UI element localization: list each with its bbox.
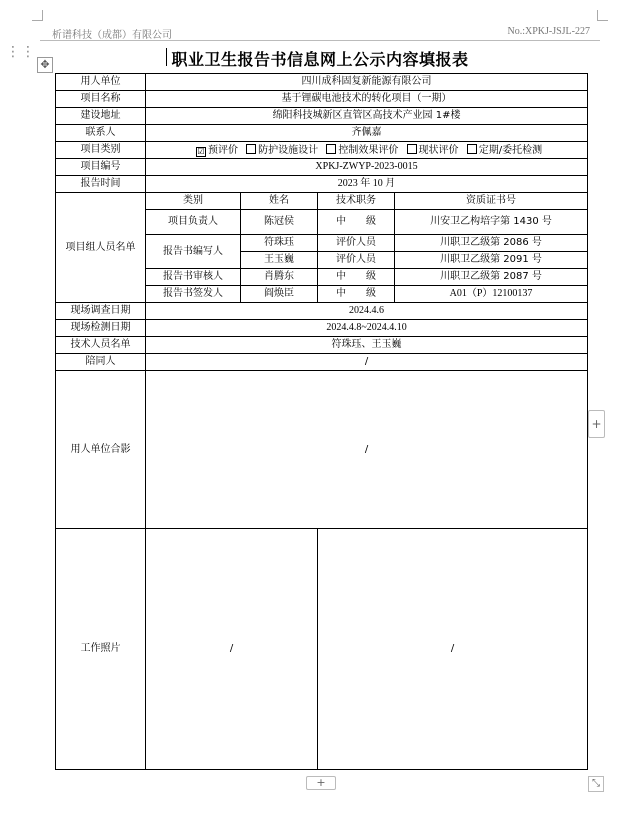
project-name-label: 项目名称 xyxy=(56,91,146,108)
issuer-name[interactable]: 阎焕臣 xyxy=(241,286,318,303)
add-column-icon[interactable]: + xyxy=(588,410,605,438)
crop-mark-top-left xyxy=(32,10,43,21)
address-label: 建设地址 xyxy=(56,108,146,125)
table-row xyxy=(56,74,588,91)
employer-value[interactable]: 四川成科固复新能源有限公司 xyxy=(146,74,588,91)
table-row xyxy=(56,303,588,320)
table-row xyxy=(56,142,588,159)
table-move-icon[interactable]: ✥ xyxy=(37,57,53,73)
team-label: 项目组人员名单 xyxy=(56,193,146,303)
project-name-value[interactable]: 基于锂碳电池技术的转化项目（一期） xyxy=(146,91,588,108)
category-options xyxy=(146,142,588,159)
category-label: 项目类别 xyxy=(56,142,146,159)
option-periodic-testing: 定期/委托检测 xyxy=(478,144,543,156)
accompany-value[interactable]: / xyxy=(146,354,588,371)
writer-name[interactable]: 符珠珏 xyxy=(241,235,318,252)
text-cursor xyxy=(166,48,167,66)
reviewer-name[interactable]: 肖腾东 xyxy=(241,269,318,286)
table-row xyxy=(56,337,588,354)
reviewer-role: 报告书审核人 xyxy=(146,269,241,286)
leader-role: 项目负责人 xyxy=(146,210,241,235)
team-header-role: 类别 xyxy=(146,193,241,210)
work-photo-left[interactable]: / xyxy=(146,529,318,770)
info-table xyxy=(55,73,588,770)
contact-label: 联系人 xyxy=(56,125,146,142)
leader-cert[interactable]: 川安卫乙构培字第 1430 号 xyxy=(395,210,588,235)
test-date-value[interactable]: 2024.4.8~2024.4.10 xyxy=(146,320,588,337)
report-time-label: 报告时间 xyxy=(56,176,146,193)
table-row xyxy=(56,320,588,337)
writers-role: 报告书编写人 xyxy=(146,235,241,269)
work-photos-label: 工作照片 xyxy=(56,529,146,770)
writer-cert[interactable]: 川职卫乙级第 2086 号 xyxy=(395,235,588,252)
group-photo-value[interactable]: / xyxy=(146,371,588,529)
team-header-cert: 资质证书号 xyxy=(395,193,588,210)
tech-staff-label: 技术人员名单 xyxy=(56,337,146,354)
group-photo-label: 用人单位合影 xyxy=(56,371,146,529)
option-pre-evaluation: 预评价 xyxy=(207,144,238,156)
option-protection-design: 防护设施设计 xyxy=(258,144,319,156)
add-row-icon[interactable]: + xyxy=(306,776,336,790)
crop-mark-top-right xyxy=(597,10,608,21)
reviewer-title[interactable]: 中 级 xyxy=(318,269,395,286)
project-no-label: 项目编号 xyxy=(56,159,146,176)
writer-name[interactable]: 王玉巍 xyxy=(241,252,318,269)
leader-name[interactable]: 陈冠侯 xyxy=(241,210,318,235)
project-no-value[interactable]: XPKJ-ZWYP-2023-0015 xyxy=(146,159,588,176)
writer-title[interactable]: 评价人员 xyxy=(318,235,395,252)
table-row xyxy=(56,354,588,371)
drag-dots-icon[interactable]: ⋮⋮ xyxy=(6,44,36,60)
issuer-cert[interactable]: A01（P）12100137 xyxy=(395,286,588,303)
page-title: 职业卫生报告书信息网上公示内容填报表 xyxy=(171,50,469,69)
team-header-title: 技术职务 xyxy=(318,193,395,210)
survey-date-value[interactable]: 2024.4.6 xyxy=(146,303,588,320)
table-row xyxy=(56,159,588,176)
contact-value[interactable]: 齐佩嘉 xyxy=(146,125,588,142)
option-status-evaluation: 现状评价 xyxy=(418,144,459,156)
writer-title[interactable]: 评价人员 xyxy=(318,252,395,269)
work-photo-right[interactable]: / xyxy=(318,529,588,770)
table-row xyxy=(56,529,588,770)
team-header-row xyxy=(56,193,588,210)
survey-date-label: 现场调查日期 xyxy=(56,303,146,320)
tech-staff-value[interactable]: 符珠珏、王玉巍 xyxy=(146,337,588,354)
leader-title[interactable]: 中 级 xyxy=(318,210,395,235)
checkbox-status-evaluation[interactable] xyxy=(407,144,417,154)
table-resize-icon[interactable]: ⤡ xyxy=(588,776,604,792)
checkbox-pre-evaluation[interactable]: ☑ xyxy=(197,146,205,156)
checkbox-protection-design[interactable] xyxy=(246,144,256,154)
issuer-title[interactable]: 中 级 xyxy=(318,286,395,303)
table-row xyxy=(56,91,588,108)
employer-label: 用人单位 xyxy=(56,74,146,91)
test-date-label: 现场检测日期 xyxy=(56,320,146,337)
report-time-value[interactable]: 2023 年 10 月 xyxy=(146,176,588,193)
reviewer-cert[interactable]: 川职卫乙级第 2087 号 xyxy=(395,269,588,286)
team-header-name: 姓名 xyxy=(241,193,318,210)
document-number: No.:XPKJ-JSJL-227 xyxy=(507,26,590,37)
table-row xyxy=(56,371,588,529)
table-row xyxy=(56,125,588,142)
checkbox-control-effect[interactable] xyxy=(326,144,336,154)
writer-cert[interactable]: 川职卫乙级第 2091 号 xyxy=(395,252,588,269)
company-header: 析谱科技（成都）有限公司 xyxy=(52,30,172,41)
option-control-effect: 控制效果评价 xyxy=(338,144,399,156)
table-row xyxy=(56,176,588,193)
header-divider xyxy=(40,40,600,41)
address-value[interactable]: 绵阳科技城新区直管区高技术产业园 1#楼 xyxy=(146,108,588,125)
table-row xyxy=(56,108,588,125)
accompany-label: 陪同人 xyxy=(56,354,146,371)
checkbox-periodic-testing[interactable] xyxy=(467,144,477,154)
issuer-role: 报告书签发人 xyxy=(146,286,241,303)
